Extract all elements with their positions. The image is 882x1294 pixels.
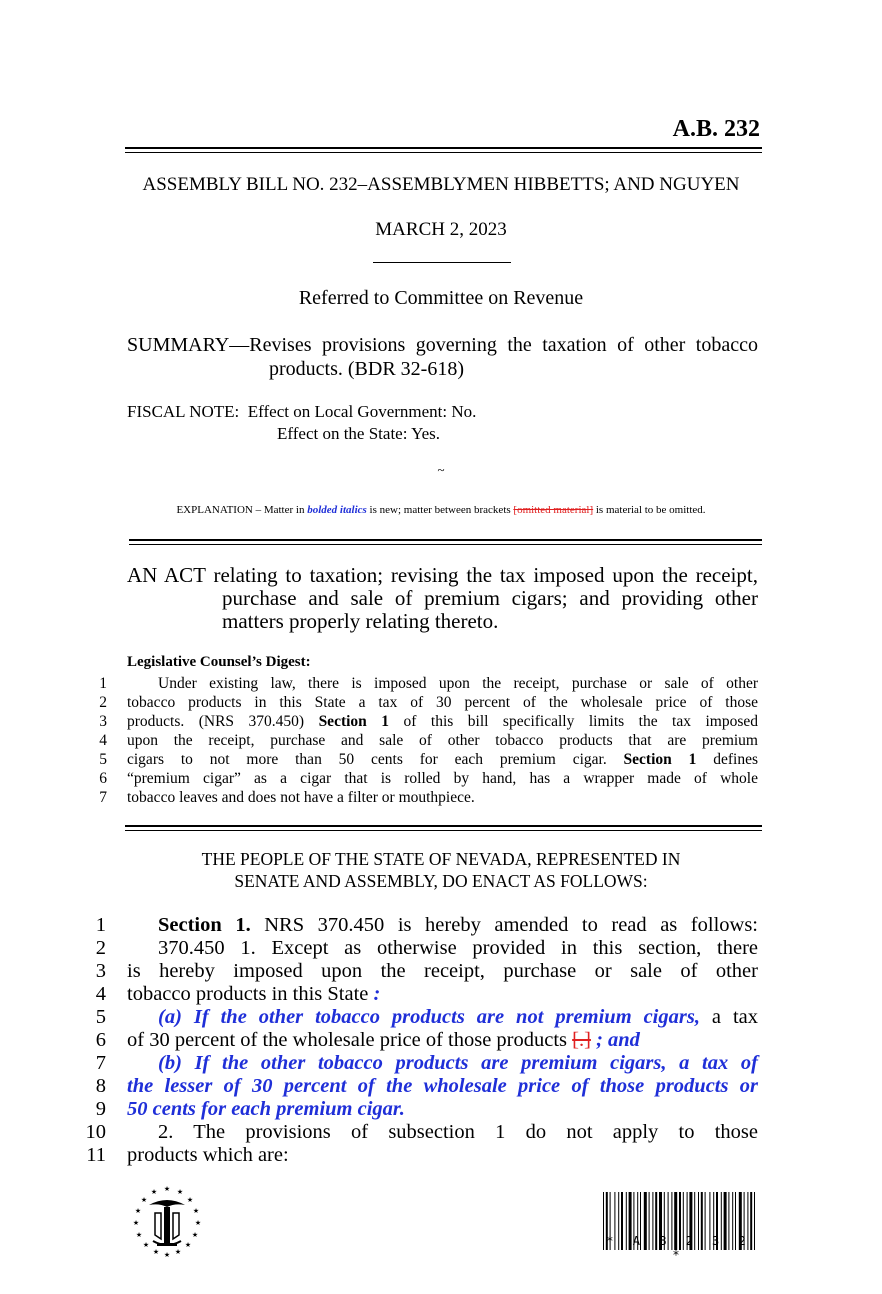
svg-text:★: ★ [134,1207,142,1215]
line-number: 3 [99,713,107,730]
bill-line [0,960,882,983]
bill-line [0,1075,882,1098]
bill-line [0,983,882,1006]
summary-label: SUMMARY— [127,334,250,356]
bill-text-line [127,914,758,937]
digest-line [0,788,882,807]
digest-text-part: defines [696,751,758,768]
svg-text:★: ★ [194,1219,202,1227]
explanation-suffix: is material to be omitted. [593,504,706,516]
line-number: 6 [99,770,107,787]
bill-text-part: of 30 percent of the wholesale price of those products [127,1029,573,1051]
line-number: 5 [99,751,107,768]
bill-text-line [127,1029,758,1052]
svg-text:★: ★ [184,1241,192,1249]
fiscal-local: Effect on Local Government: No. [247,402,477,421]
line-number: 4 [95,983,106,1005]
bill-date: MARCH 2, 2023 [375,219,507,240]
digest-line [0,693,882,712]
line-number: 6 [95,1029,106,1051]
bill-text-line: is hereby imposed upon the receipt, purchase or sale of other [127,960,758,982]
line-number: 9 [95,1098,106,1120]
line-number: 7 [95,1052,106,1074]
line-number: 10 [85,1121,106,1143]
act-title [127,564,758,633]
new-matter: : [373,983,381,1005]
explanation-new-sample: bolded italics [307,504,367,516]
bill-text-part: tobacco products in this State [127,983,374,1005]
enacting-clause-line: THE PEOPLE OF THE STATE OF NEVADA, REPRESENTED IN [201,849,681,869]
digest-line [0,674,882,693]
fiscal-note-label: FISCAL NOTE: [127,402,240,421]
bill-title: ASSEMBLY BILL NO. 232–ASSEMBLYMEN HIBBETTS; AND NGUYEN [142,174,740,195]
bill-line [0,1098,882,1121]
bill-line [0,914,882,937]
svg-text:★: ★ [132,1219,140,1227]
digest-rule [125,825,762,831]
digest-text-part: cigars to not more than 50 cents for each premium cigar. [127,751,624,768]
act-title-text: AN ACT relating to taxation; revising the tax imposed upon the receipt, purchase and sale of premium cigars; and providing other matters properly relating thereto. [127,563,758,633]
line-number: 5 [95,1006,106,1028]
new-matter: 50 cents for each premium cigar. [127,1098,405,1120]
digest-line [0,712,882,731]
line-number: 1 [99,675,107,692]
summary-text: Revises provisions governing the taxation of other tobacco products. (BDR 32-618) [249,334,758,380]
line-number: 2 [95,937,106,959]
summary [127,333,758,381]
header-rule [125,147,762,153]
svg-text:★: ★ [186,1196,194,1204]
digest-text-part: products. (NRS 370.450) [127,713,319,730]
svg-text:★: ★ [135,1231,143,1239]
new-matter: ; and [590,1029,640,1051]
new-matter: (b) If the other tobacco products are premium cigars, a tax of [158,1052,758,1074]
svg-text:★: ★ [150,1188,158,1196]
svg-text:★: ★ [176,1188,184,1196]
bill-text-part: NRS 370.450 is hereby amended to read as follows: [250,914,759,936]
section-reference: Section 1 [318,713,390,730]
bill-text-line: 370.450 1. Except as otherwise provided in this section, there [158,937,758,959]
fiscal-note [127,401,476,445]
bill-text-part: a tax [699,1006,758,1028]
svg-text:★: ★ [174,1248,182,1256]
explanation-prefix: EXPLANATION – Matter in [176,504,308,516]
svg-text:★: ★ [192,1207,200,1215]
explanation-rule [129,539,762,545]
bill-text-line [127,983,758,1006]
digest-text: “premium cigar” as a cigar that is rolled by hand, has a wrapper made of whole [127,770,758,787]
digest-title: Legislative Counsel’s Digest: [127,654,311,670]
digest-text [127,712,758,731]
new-matter: the lesser of 30 percent of the wholesale price of those products or [127,1075,758,1097]
svg-text:★: ★ [142,1241,150,1249]
section-heading: Section 1. [158,914,251,936]
date-rule [373,262,511,263]
digest-text: tobacco leaves and does not have a filter or mouthpiece. [127,789,475,806]
explanation-omit-sample: [omitted material] [513,504,594,516]
line-number: 11 [86,1144,106,1166]
digest-text: upon the receipt, purchase and sale of other tobacco products that are premium [127,732,758,749]
enacting-clause-line: SENATE AND ASSEMBLY, DO ENACT AS FOLLOWS: [234,871,648,891]
svg-text:★: ★ [140,1196,148,1204]
digest-text-part: of this bill specifically limits the tax imposed [389,713,759,730]
fiscal-state: Effect on the State: Yes. [277,424,441,443]
bill-line [0,1029,882,1052]
line-number: 4 [99,732,107,749]
barcode-label: * A B 2 3 2 * [606,1234,752,1262]
line-number: 3 [95,960,106,982]
enacting-clause [0,848,882,892]
tilde-separator: ~ [437,462,445,477]
bill-line [0,1144,882,1167]
omitted-matter: [.] [572,1029,591,1051]
line-number: 8 [95,1075,106,1097]
digest-line [0,750,882,769]
bill-line [0,937,882,960]
committee-referral: Referred to Committee on Revenue [298,287,584,309]
bill-text-line [127,1006,758,1029]
section-reference: Section 1 [623,751,697,768]
svg-text:★: ★ [152,1248,160,1256]
line-number: 7 [99,789,107,806]
explanation-middle: is new; matter between brackets [366,504,514,516]
bill-line [0,1121,882,1144]
bill-number: A.B. 232 [672,116,760,142]
bill-line [0,1006,882,1029]
bill-line [0,1052,882,1075]
digest-text [127,750,758,769]
explanation [0,504,882,516]
digest-line [0,769,882,788]
state-seal-icon [127,1183,207,1259]
bill-text-line: products which are: [127,1144,289,1166]
line-number: 1 [95,914,106,936]
svg-text:★: ★ [191,1231,199,1239]
line-number: 2 [99,694,107,711]
svg-text:★: ★ [163,1251,171,1259]
new-matter: (a) If the other tobacco products are not premium cigars, [158,1006,700,1028]
digest-line [0,731,882,750]
bill-text-line: 2. The provisions of subsection 1 do not apply to those [158,1121,758,1143]
digest-text: tobacco products in this State a tax of 30 percent of the wholesale price of those [127,694,758,711]
digest-text: Under existing law, there is imposed upon the receipt, purchase or sale of other [158,675,758,692]
svg-text:★: ★ [163,1185,171,1193]
